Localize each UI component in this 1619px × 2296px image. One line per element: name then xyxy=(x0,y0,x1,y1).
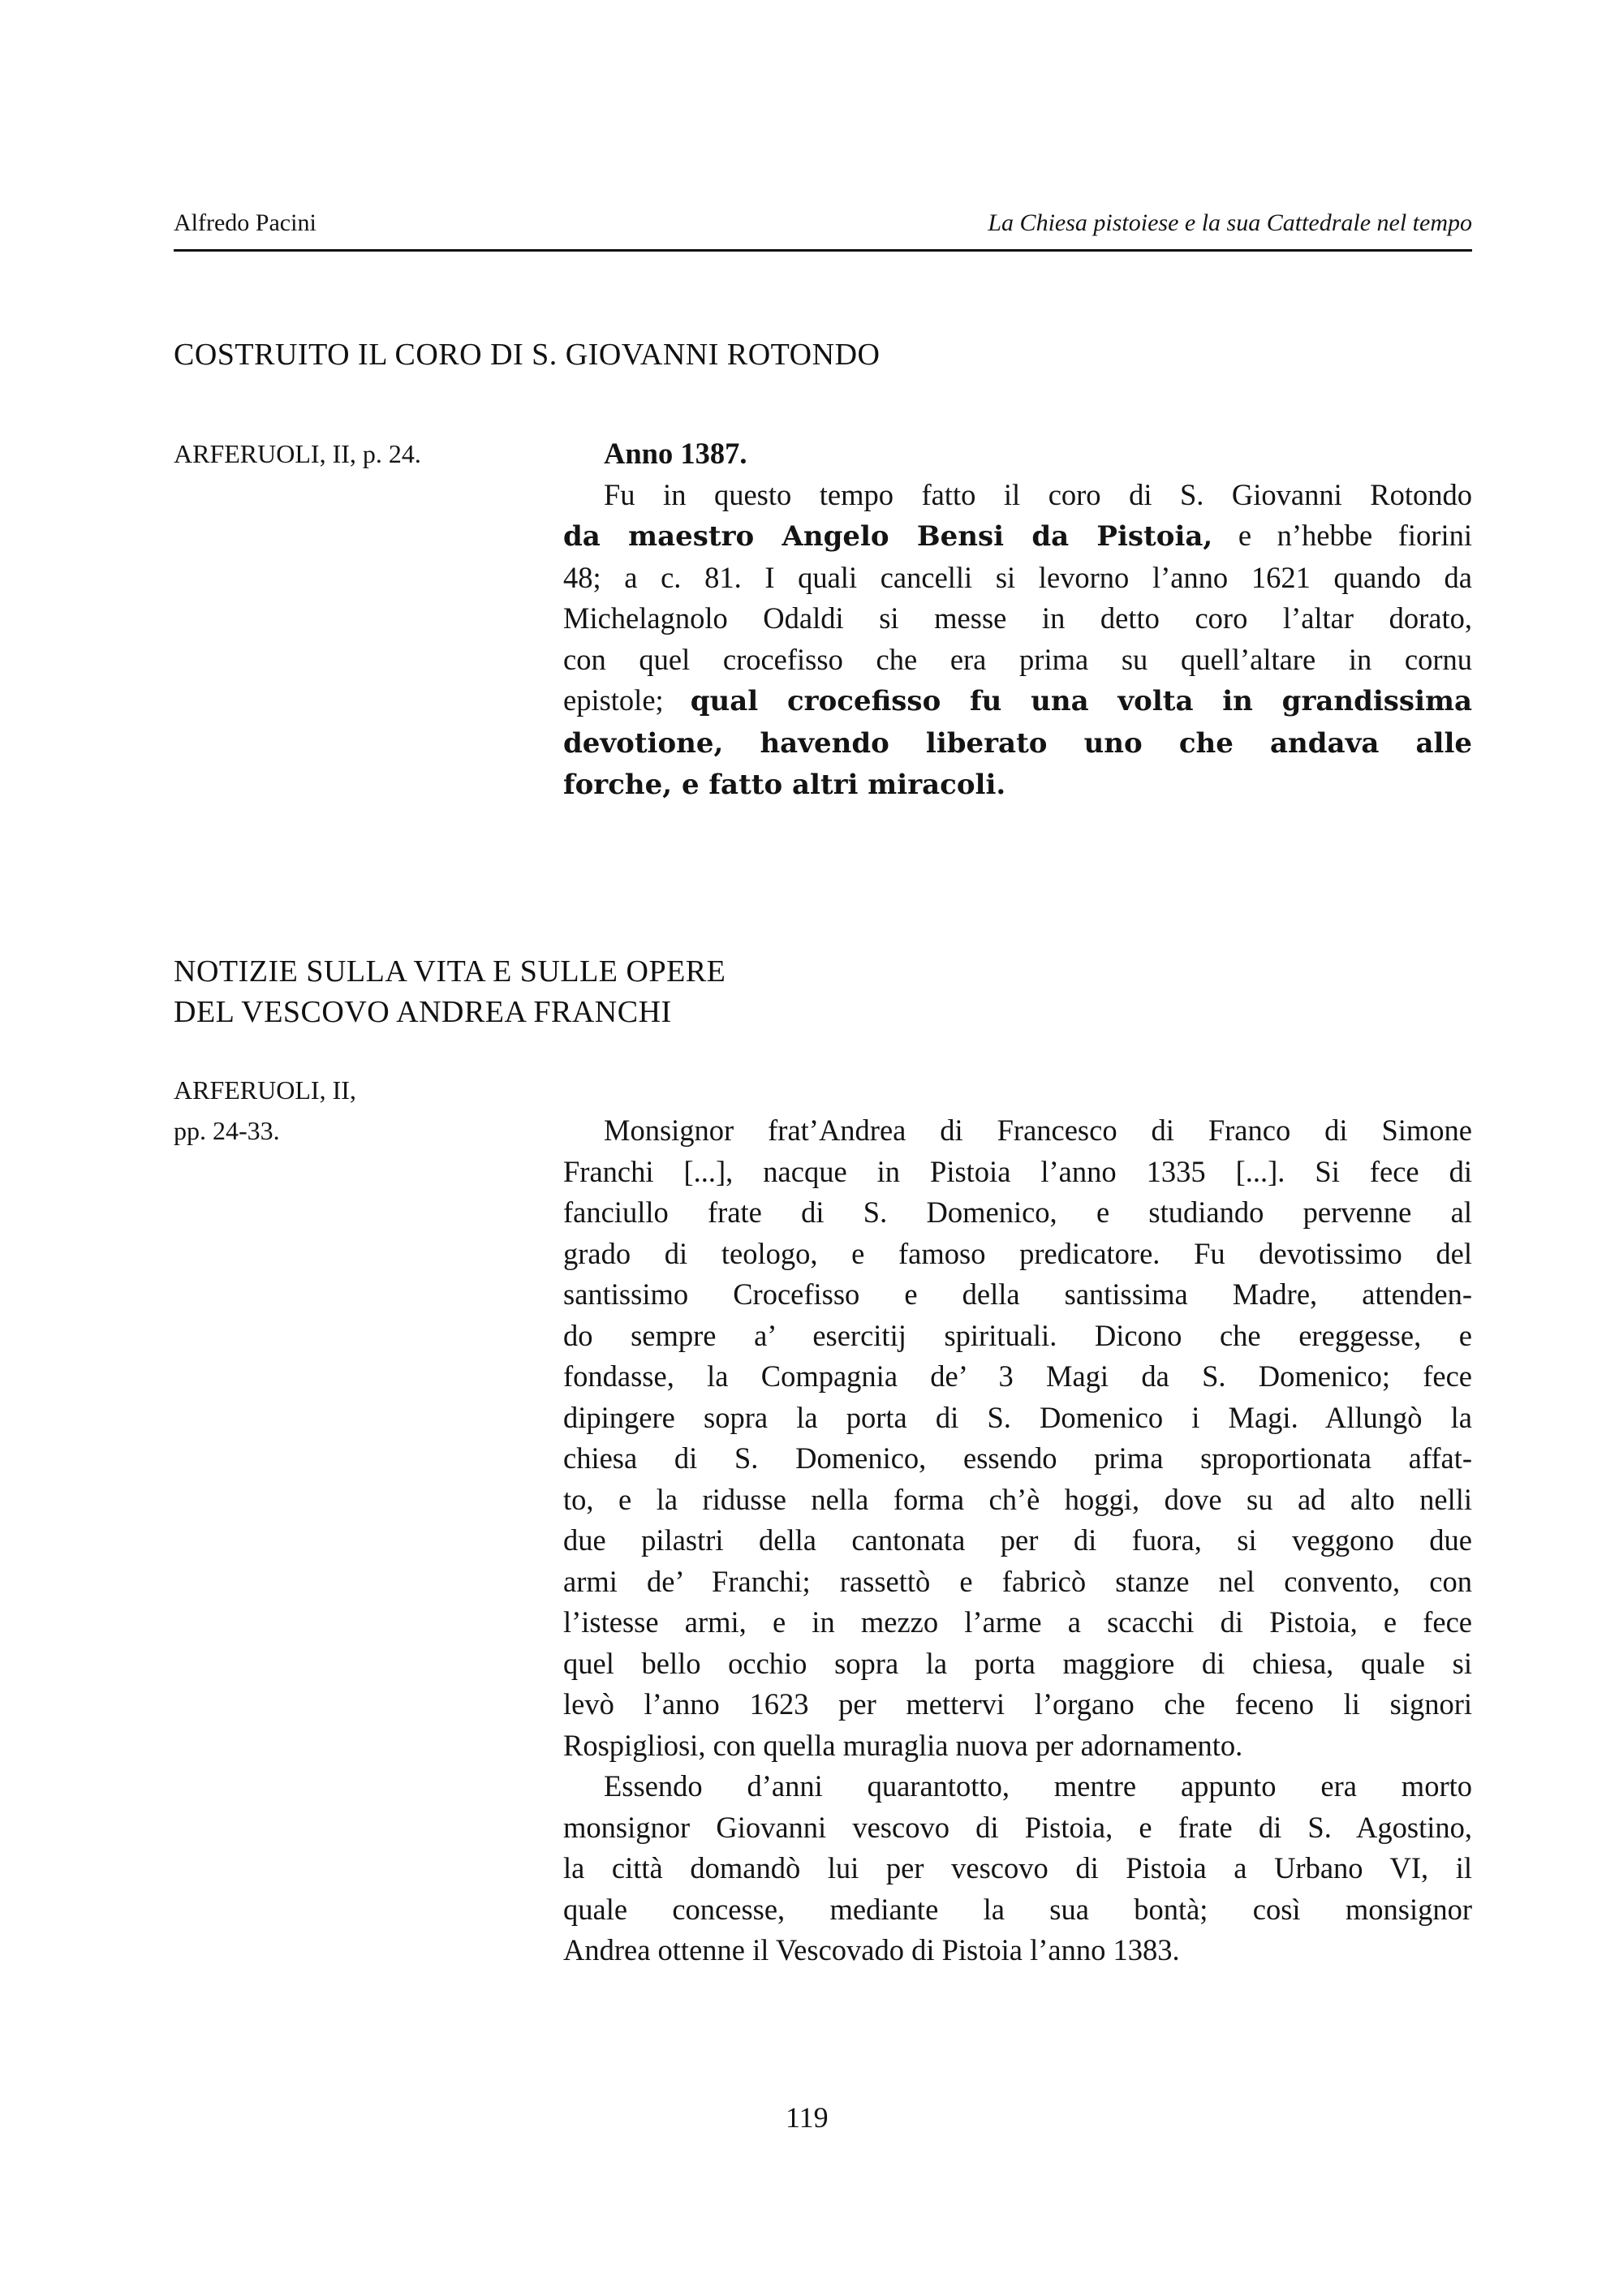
text-line: chiesa di S. Domenico, essendo prima sproportionata affat- xyxy=(563,1441,1472,1475)
section-1-line xyxy=(563,680,1472,722)
section-1-line xyxy=(563,598,1472,640)
text-line: dipingere sopra la porta di S. Domenico i Magi. Allungò la xyxy=(563,1400,1472,1434)
section-1-year-heading xyxy=(563,433,1472,475)
section-1-line xyxy=(563,640,1472,681)
line-text: e n’hebbe fiorini xyxy=(1212,519,1472,552)
section-2-body xyxy=(563,1110,1472,1971)
section-1-reference-line: ARFERUOLI, II, p. 24. xyxy=(174,439,421,468)
bold-text: da maestro Angelo Bensi da Pistoia, xyxy=(563,520,1213,553)
text-line: Rospigliosi, con quella muraglia nuova per adornamento. xyxy=(563,1728,1243,1762)
section-1-line xyxy=(563,764,1472,806)
year-heading-text: Anno 1387. xyxy=(604,437,747,470)
section-1-line xyxy=(563,515,1472,558)
section-2-title-line: DEL VESCOVO ANDREA FRANCHI xyxy=(174,995,672,1029)
text-line: do sempre a’ esercitij spirituali. Dicono che ereggesse, e xyxy=(563,1318,1472,1352)
section-2-reference-line: pp. 24-33. xyxy=(174,1116,280,1145)
text-line: quel bello occhio sopra la porta maggiore di chiesa, quale si xyxy=(563,1646,1472,1680)
line-text: 48; a c. 81. I quali cancelli si levorno l’anno 1621 quando da xyxy=(563,560,1472,594)
text-line: la città domandò lui per vescovo di Pistoia a Urbano VI, il xyxy=(563,1851,1472,1885)
text-line: Franchi [...], nacque in Pistoia l’anno 1335 [...]. Si fece di xyxy=(563,1154,1472,1188)
bold-text: forche, e fatto altri miracoli. xyxy=(563,769,1006,801)
header-rule xyxy=(174,249,1472,252)
text-line: Andrea ottenne il Vescovado di Pistoia l’anno 1383. xyxy=(563,1933,1180,1966)
line-text: Fu in questo tempo fatto il coro di S. Giovanni Rotondo xyxy=(604,477,1472,511)
text-line: Essendo d’anni quarantotto, mentre appunto era morto xyxy=(604,1769,1472,1803)
line-text: con quel crocefisso che era prima su quell’altare in cornu xyxy=(563,642,1472,676)
section-1-line xyxy=(563,475,1472,516)
text-line: l’istesse armi, e in mezzo l’arme a scacchi di Pistoia, e fece xyxy=(563,1605,1472,1639)
section-1-title-line: COSTRUITO IL CORO DI S. GIOVANNI ROTONDO xyxy=(174,338,881,372)
bold-text: qual crocefisso fu una volta in grandissima xyxy=(690,685,1472,717)
paragraph xyxy=(563,1110,1472,1766)
section-2-reference-line: ARFERUOLI, II, xyxy=(174,1075,356,1105)
text-line: armi de’ Franchi; rassettò e fabricò stanze nel convento, con xyxy=(563,1564,1472,1598)
section-1-reference xyxy=(174,433,421,474)
text-line: due pilastri della cantonata per di fuora, si veggono due xyxy=(563,1523,1472,1557)
section-2-title-line: NOTIZIE SULLA VITA E SULLE OPERE xyxy=(174,954,726,989)
running-head xyxy=(174,209,1472,242)
section-2-title xyxy=(174,951,726,1032)
bold-text: devotione, havendo liberato uno che andava alle xyxy=(563,726,1472,760)
running-head-title: La Chiesa pistoiese e la sua Cattedrale nel tempo xyxy=(988,209,1472,236)
text-line: to, e la ridusse nella forma ch’è hoggi, dove su ad alto nelli xyxy=(563,1482,1472,1516)
running-head-author: Alfredo Pacini xyxy=(174,209,316,236)
text-line: fondasse, la Compagnia de’ 3 Magi da S. Domenico; fece xyxy=(563,1359,1472,1393)
text-line: fanciullo frate di S. Domenico, e studiando pervenne al xyxy=(563,1195,1472,1229)
section-1-title xyxy=(174,334,880,375)
text-line: santissimo Crocefisso e della santissima Madre, attenden- xyxy=(563,1277,1472,1311)
text-line: grado di teologo, e famoso predicatore. Fu devotissimo del xyxy=(563,1236,1472,1270)
text-line: levò l’anno 1623 per mettervi l’organo che feceno li signori xyxy=(563,1687,1472,1721)
section-1-line xyxy=(563,722,1472,765)
section-2-reference xyxy=(174,1070,356,1151)
section-1-body xyxy=(563,433,1472,806)
line-text: epistole; xyxy=(563,683,691,717)
text-line: monsignor Giovanni vescovo di Pistoia, e frate di S. Agostino, xyxy=(563,1810,1472,1844)
line-text: Michelagnolo Odaldi si messe in detto coro l’altar dorato, xyxy=(563,601,1472,635)
paragraph xyxy=(563,1766,1472,1971)
text-line: quale concesse, mediante la sua bontà; così monsignor xyxy=(563,1892,1472,1926)
section-1-line xyxy=(563,558,1472,599)
page-number: 119 xyxy=(786,2101,829,2134)
text-line: Monsignor frat’Andrea di Francesco di Franco di Simone xyxy=(604,1114,1472,1147)
